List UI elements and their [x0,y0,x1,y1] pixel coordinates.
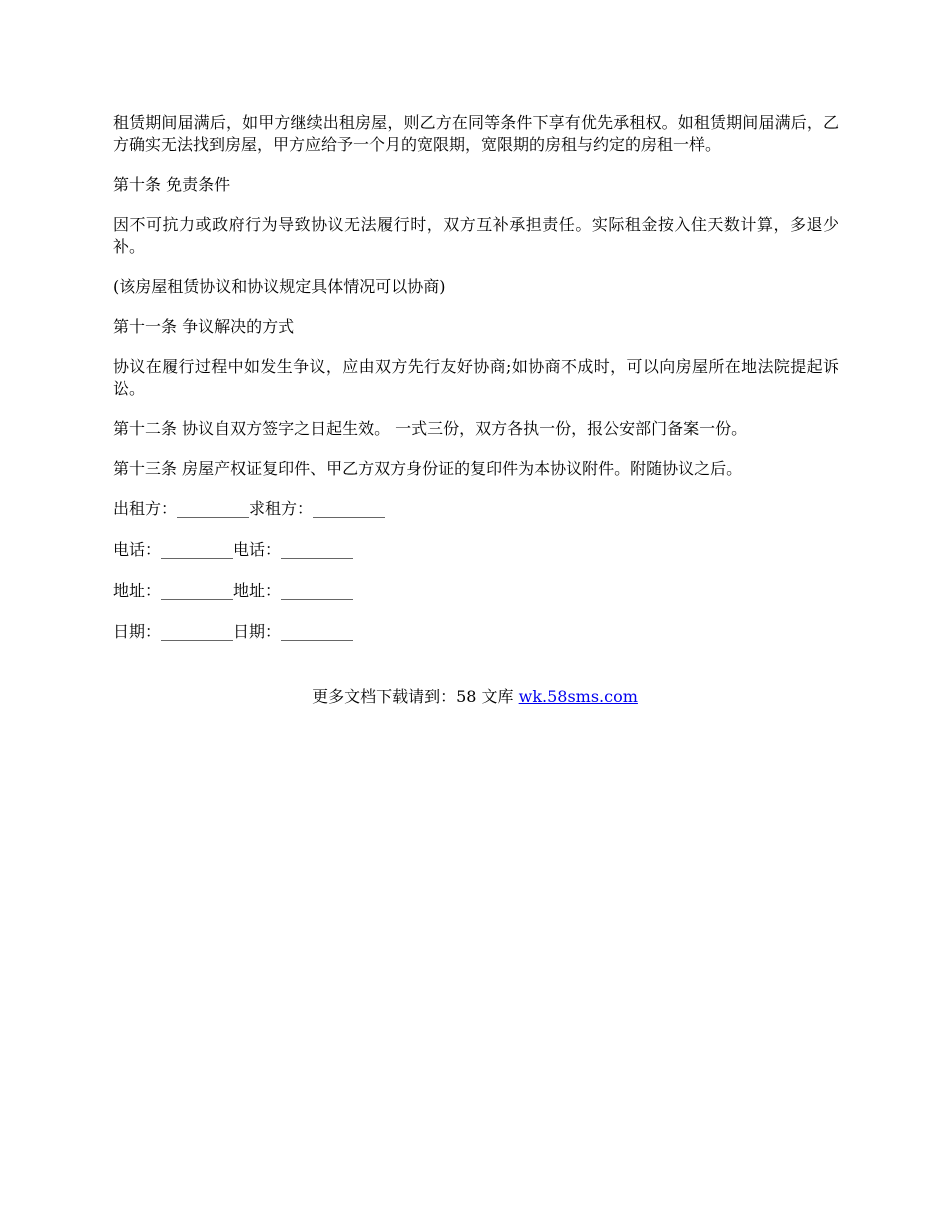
paragraph-force-majeure: 因不可抗力或政府行为导致协议无法履行时，双方互补承担责任。实际租金按入住天数计算，多退少补。 [113,215,839,256]
paragraph-dispute-resolution: 协议在履行过程中如发生争议，应由双方先行友好协商;如协商不成时，可以向房屋所在地法院提起诉讼。 [113,357,839,398]
footer-text: 更多文档下载请到：58 文库 [312,687,519,706]
paragraph-renewal-priority: 租赁期间届满后，如甲方继续出租房屋，则乙方在同等条件下享有优先承租权。如租赁期间届满后，乙方确实无法找到房屋，甲方应给予一个月的宽限期，宽限期的房租与约定的房租一样。 [113,113,839,154]
signature-row-address: 地址：_________地址：_________ [113,581,354,600]
paragraph-article-13: 第十三条 房屋产权证复印件、甲乙方双方身份证的复印件为本协议附件。附随协议之后。 [113,459,743,478]
signature-row-date: 日期：_________日期：_________ [113,622,354,641]
paragraph-article-12: 第十二条 协议自双方签字之日起生效。 一式三份，双方各执一份，报公安部门备案一份。 [113,419,748,438]
heading-article-10: 第十条 免责条件 [113,175,231,194]
footer-link[interactable]: wk.58sms.com [518,687,638,706]
heading-article-11: 第十一条 争议解决的方式 [113,317,295,336]
paragraph-negotiable-note: (该房屋租赁协议和协议规定具体情况可以协商) [113,277,446,296]
signature-row-parties: 出租方：_________求租方：_________ [113,499,386,518]
footer-download-note [0,686,950,708]
document-body [113,112,839,662]
signature-row-phone: 电话：_________电话：_________ [113,540,354,559]
